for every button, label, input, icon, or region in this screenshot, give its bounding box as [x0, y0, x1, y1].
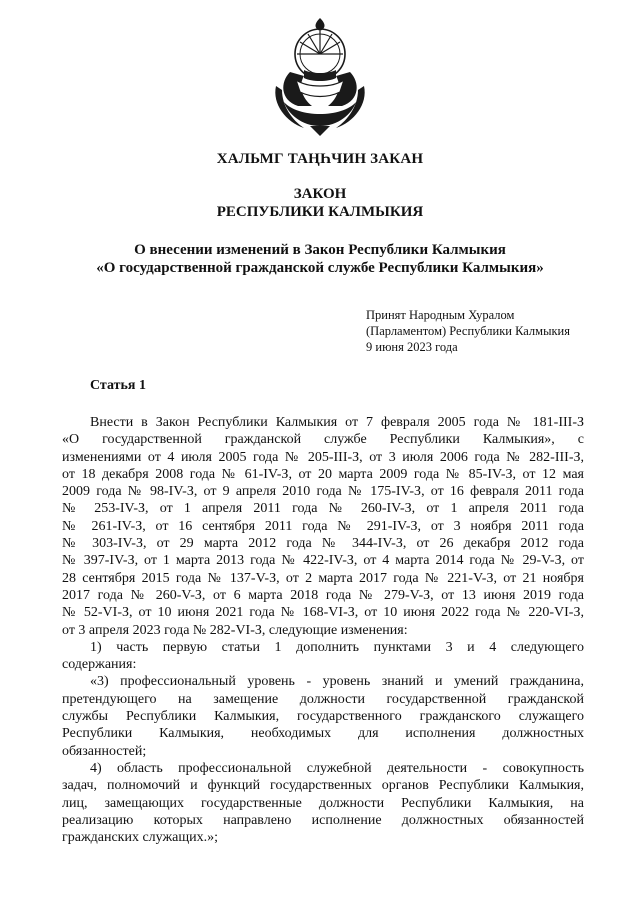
- body-line: службы Республики Калмыкия, государственного гражданского служащего: [62, 709, 584, 725]
- body-line: № 303-IV-З, от 29 марта 2012 года № 344-IV-З, от 26 декабря 2012 года: [62, 536, 584, 552]
- heading-kalmyk: ХАЛЬМГ ТАҢҺЧИН ЗАКАН: [216, 151, 424, 167]
- body-line: лиц, замещающих государственные должности Республики Калмыкия, на: [62, 795, 584, 811]
- body-line: № 397-IV-З, от 1 марта 2013 года № 422-IV-З, от 4 марта 2014 года № 29-V-З, от: [62, 553, 584, 569]
- body-line: содержания:: [62, 657, 137, 673]
- body-line: «3) профессиональный уровень - уровень знаний и умений гражданина,: [62, 674, 584, 690]
- law-subtitle-line: О внесении изменений в Закон Республики Калмыкия: [134, 242, 506, 258]
- article-body: [62, 414, 584, 846]
- heading-law: ЗАКОН: [293, 186, 347, 202]
- body-line: 4) область профессиональной служебной деятельности - совокупность: [62, 760, 584, 776]
- kalmykia-emblem-icon: [268, 14, 372, 138]
- body-line: претендующего на замещение должности государственной гражданской: [62, 691, 584, 707]
- body-line: обязанностей;: [62, 743, 147, 759]
- body-line: 2017 года № 260-V-З, от 6 марта 2018 года № 279-V-З, от 13 июня 2019 года: [62, 587, 584, 603]
- heading-republic: РЕСПУБЛИКИ КАЛМЫКИЯ: [216, 204, 424, 220]
- body-line: изменениями от 4 июля 2005 года № 205-III-З, от 3 июля 2006 года № 282-III-З,: [62, 449, 584, 465]
- body-line: «О государственной гражданской службе Республики Калмыкия», с: [62, 432, 584, 448]
- law-subtitle-line: «О государственной гражданской службе Республики Калмыкия»: [96, 260, 544, 276]
- body-line: гражданских служащих.»;: [62, 830, 219, 846]
- adoption-line: Принят Народным Хуралом: [366, 308, 515, 322]
- article-title: Статья 1: [90, 378, 146, 393]
- body-line: Республики Калмыкия, необходимых для исполнения должностных: [62, 726, 584, 742]
- body-line: реализацию которых направлено исполнение должностных обязанностей: [62, 812, 584, 828]
- body-line: № 261-IV-З, от 16 сентября 2011 года № 291-IV-З, от 3 ноября 2011 года: [62, 518, 584, 534]
- adoption-line: (Парламентом) Республики Калмыкия: [366, 324, 570, 338]
- body-line: 28 сентября 2015 года № 137-V-З, от 2 марта 2017 года № 221-V-З, от 21 ноября: [62, 570, 584, 586]
- body-line: от 3 апреля 2023 года № 282-VI-З, следующие изменения:: [62, 622, 408, 638]
- body-line: 2009 года № 98-IV-З, от 9 апреля 2010 года № 175-IV-З, от 16 февраля 2011 года: [62, 484, 584, 500]
- body-line: от 18 декабря 2008 года № 61-IV-З, от 20 марта 2009 года № 85-IV-З, от 12 мая: [62, 466, 584, 482]
- adoption-note: [366, 307, 616, 355]
- body-line: № 253-IV-З, от 1 апреля 2011 года № 260-IV-З, от 1 апреля 2011 года: [62, 501, 584, 517]
- body-line: 1) часть первую статьи 1 дополнить пунктами 3 и 4 следующего: [62, 639, 584, 655]
- adoption-line: 9 июня 2023 года: [366, 340, 458, 354]
- body-line: задач, полномочий и функций государственных органов Республики Калмыкия,: [62, 778, 584, 794]
- body-line: Внести в Закон Республики Калмыкия от 7 февраля 2005 года № 181-III-З: [62, 415, 584, 430]
- body-line: № 52-VI-З, от 10 июня 2021 года № 168-VI-З, от 10 июня 2022 года № 220-VI-З,: [62, 605, 584, 621]
